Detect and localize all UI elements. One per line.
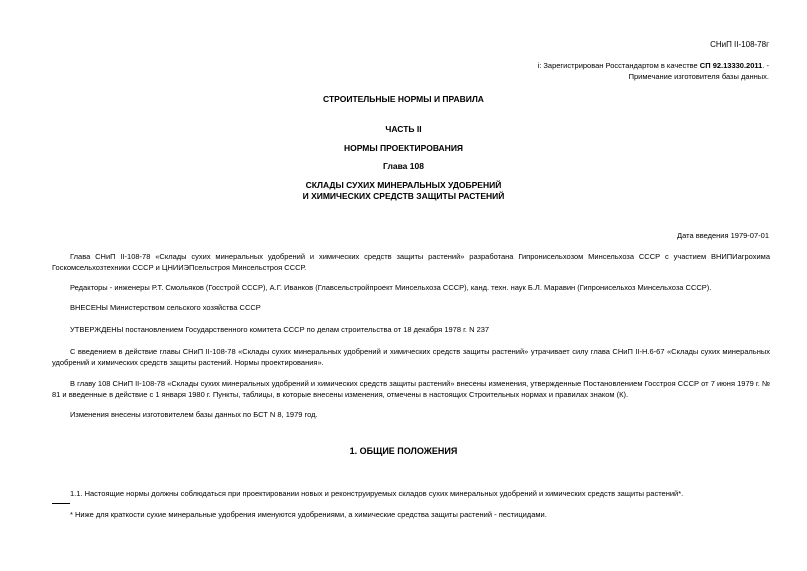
paragraph-approved: УТВЕРЖДЕНЫ постановлением Государственного комитета СССР по делам строительства от 18 декабря 1978 г. N 237 xyxy=(70,325,490,334)
registration-suffix: . - xyxy=(762,61,769,70)
registration-prefix: i: Зарегистрирован Росстандартом в качестве xyxy=(537,61,698,70)
maker-note: Примечание изготовителя базы данных. xyxy=(628,72,769,81)
registration-code-link[interactable]: СП 92.13330.2011 xyxy=(699,61,763,70)
paragraph-supersedes: С введением в действие главы СНиП II-108-78 «Склады сухих минеральных удобрений и химических средств защиты растений» утрачивает силу глава СНиП II-Н.6-67 «Склады сухих минеральных удобрений и химических средств защиты растений. Нормы проектирования». xyxy=(52,347,770,367)
chapter-heading: Глава 108 xyxy=(383,161,424,171)
title-line-2: И ХИМИЧЕСКИХ СРЕДСТВ ЗАЩИТЫ РАСТЕНИЙ xyxy=(302,191,505,201)
intro-date: Дата введения 1979-07-01 xyxy=(677,231,769,240)
norms-heading: СТРОИТЕЛЬНЫЕ НОРМЫ И ПРАВИЛА xyxy=(323,94,484,104)
paragraph-developers: Глава СНиП II-108-78 «Склады сухих минеральных удобрений и химических средств защиты растений» разработана Гипронисельхозом Минсельхоза СССР с участием ВНИПИагрохима Госкомсельхозтехники СССР и ЦНИИЭПсельстроя Минсельстроя СССР. xyxy=(52,252,770,272)
part-heading: ЧАСТЬ II xyxy=(385,124,422,134)
paragraph-submitted: ВНЕСЕНЫ Министерством сельского хозяйства СССР xyxy=(70,303,261,312)
document-code: СНиП II-108-78г xyxy=(710,40,769,49)
paragraph-editors: Редакторы - инженеры Р.Т. Смольяков (Госстрой СССР), А.Г. Иванков (Главсельстройпроект Минсельхоза СССР), канд. техн. наук Б.Л. Маравин (Гипронисельхоз Минсельхоза СССР). xyxy=(70,283,712,292)
paragraph-changes-note: Изменения внесены изготовителем базы данных по БСТ N 8, 1979 год. xyxy=(70,410,318,419)
design-heading: НОРМЫ ПРОЕКТИРОВАНИЯ xyxy=(343,143,464,153)
footnote: * Ниже для краткости сухие минеральные удобрения именуются удобрениями, а химические средства защиты растений - пестицидами. xyxy=(70,510,547,519)
registration-note xyxy=(538,61,769,70)
section-heading: 1. ОБЩИЕ ПОЛОЖЕНИЯ xyxy=(349,446,458,456)
title-line-1: СКЛАДЫ СУХИХ МИНЕРАЛЬНЫХ УДОБРЕНИЙ xyxy=(305,180,502,190)
clause-1-1: 1.1. Настоящие нормы должны соблюдаться при проектировании новых и реконструируемых складов сухих минеральных удобрений и химических средств защиты растений*. xyxy=(70,489,684,498)
paragraph-amendments: В главу 108 СНиП II-108-78 «Склады сухих минеральных удобрений и химических средств защиты растений» внесены изменения, утвержденные Постановлением Госстроя СССР от 7 июня 1979 г. № 81 и введенные в действие с 1 января 1980 г. Пункты, таблицы, в которые внесены изменения, отмечены в настоящих Строительных нормах и правилах знаком (К). xyxy=(52,379,770,399)
footnote-divider xyxy=(52,503,70,504)
document-title xyxy=(0,180,807,202)
